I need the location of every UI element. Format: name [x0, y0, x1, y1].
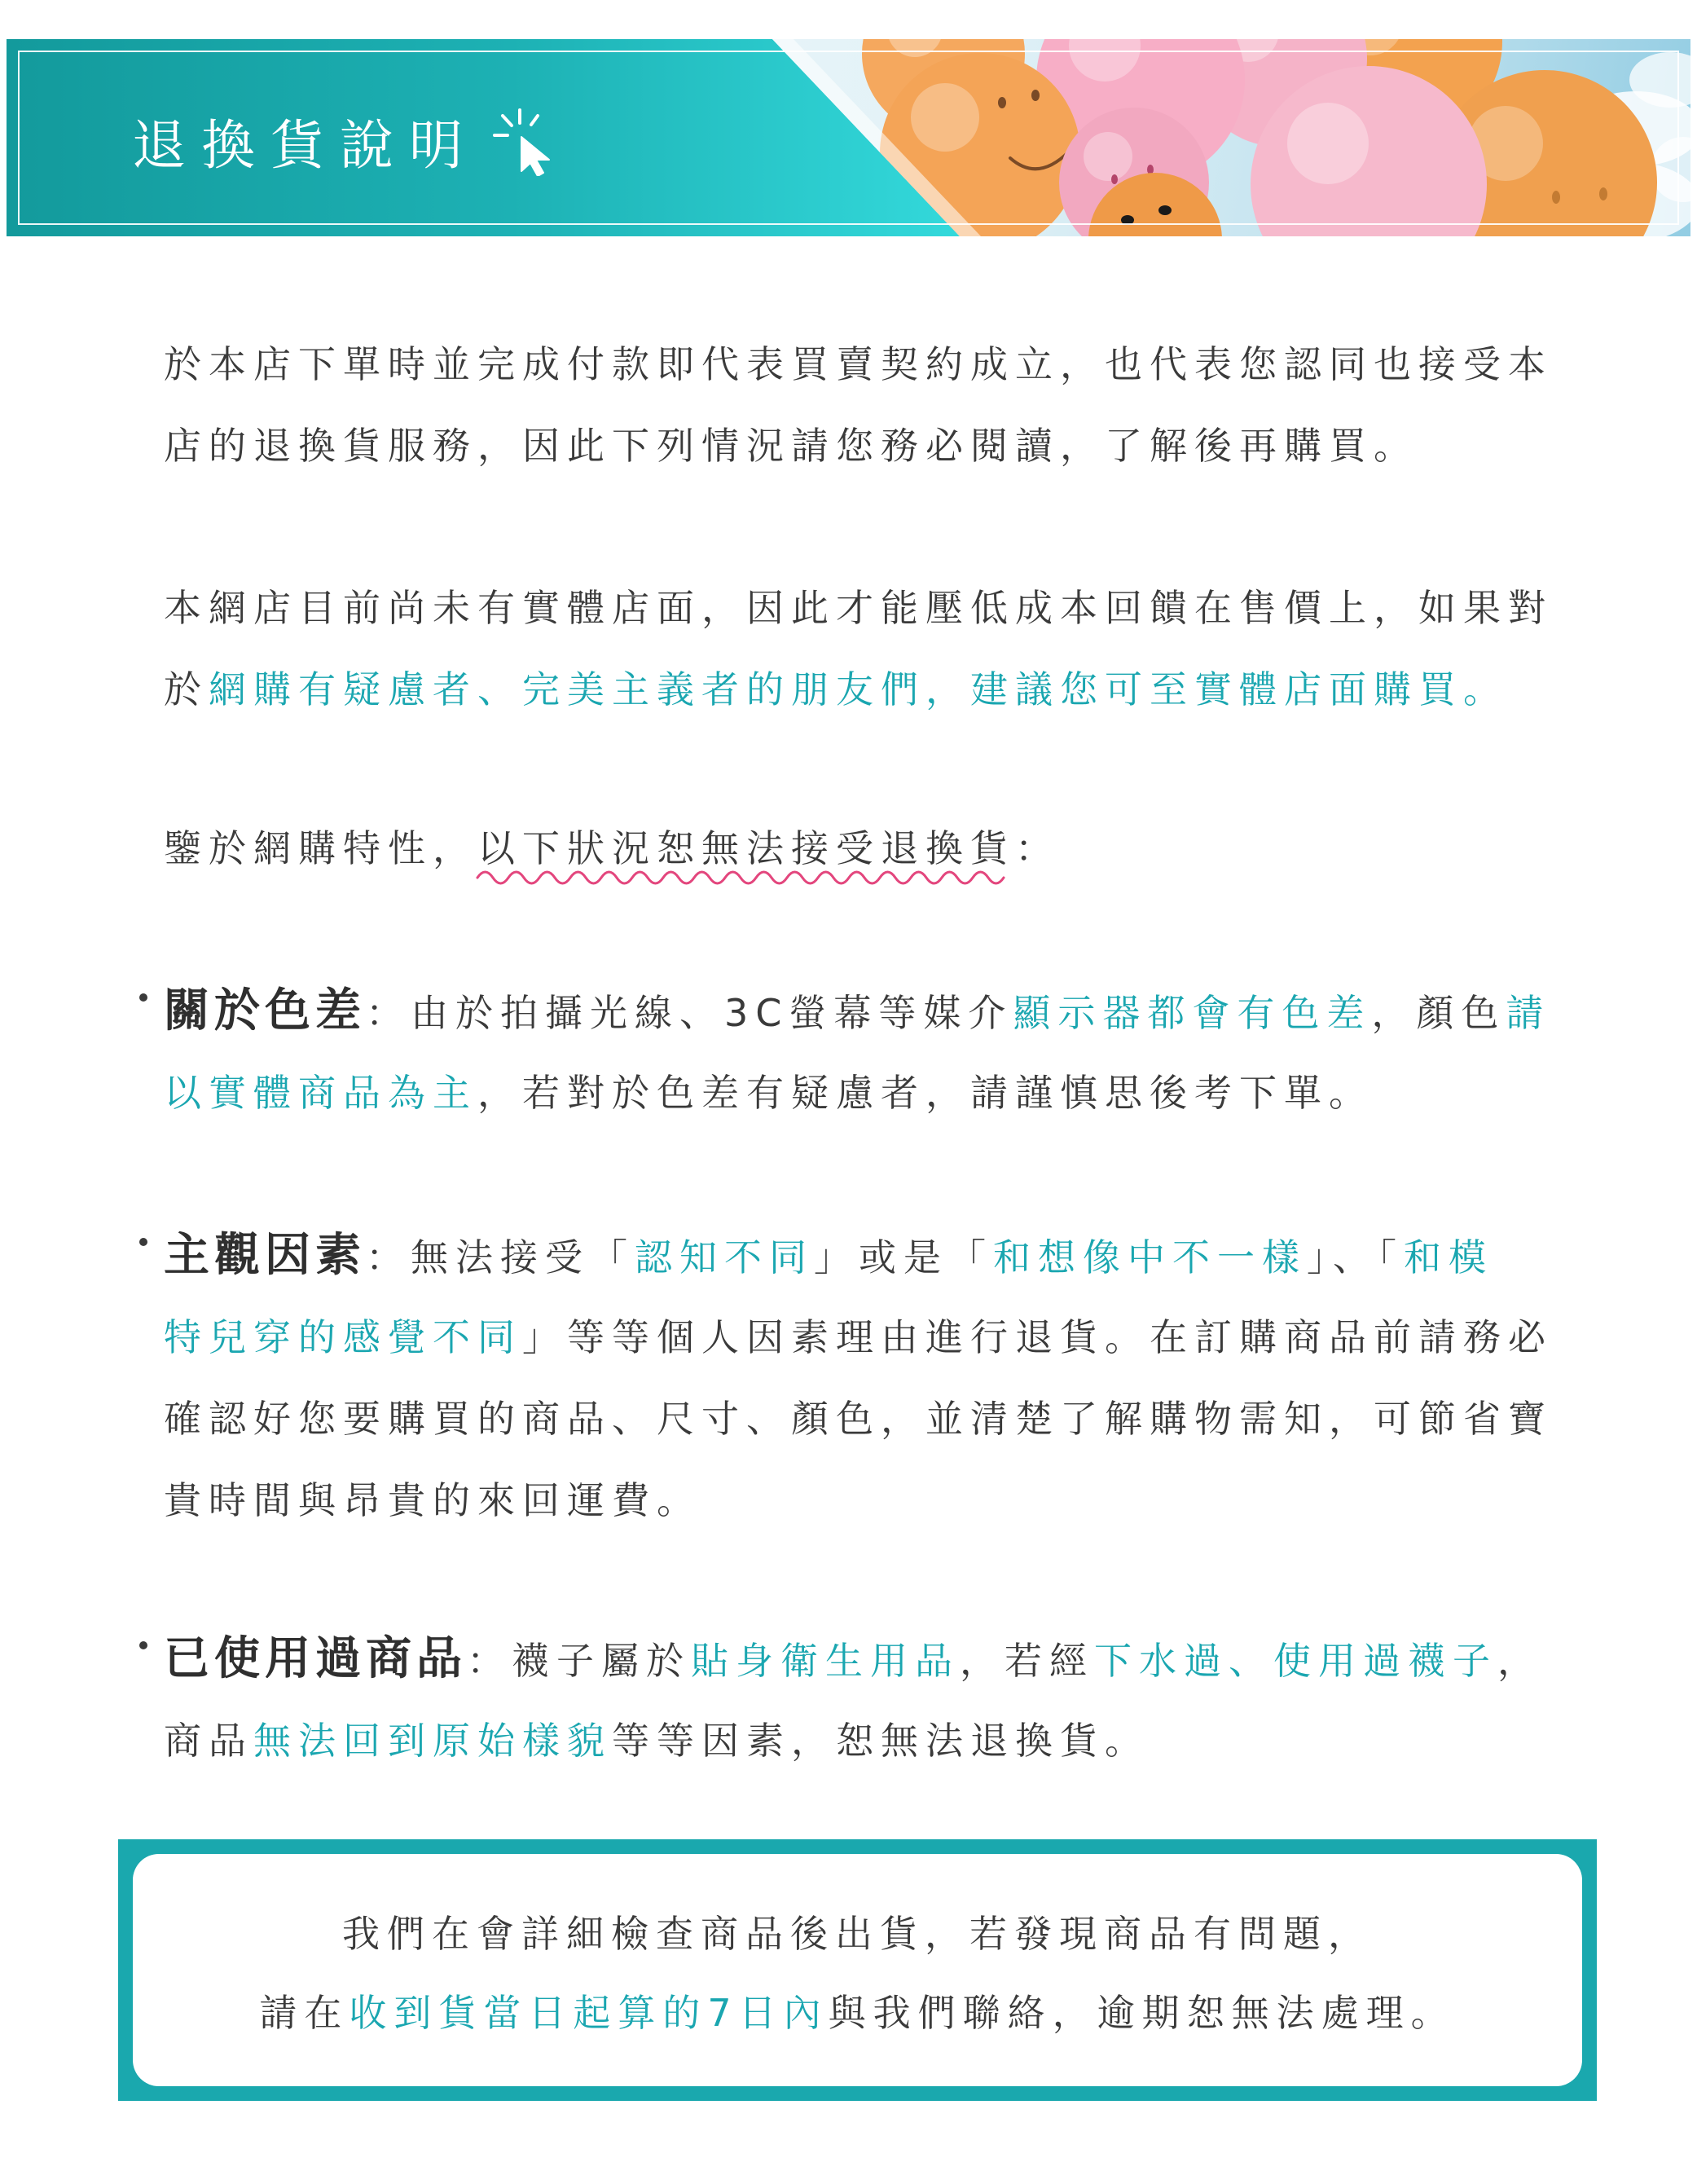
- notice-box: [118, 1839, 1597, 2101]
- wavy-underlined-phrase: [477, 808, 1015, 889]
- store-note-paragraph: [164, 567, 1553, 730]
- highlight-text: 和想像中不一樣: [993, 1235, 1307, 1279]
- highlight-text: 顯示器都會有色差: [1013, 991, 1372, 1035]
- highlight-text: 網購有疑慮者、完美主義者的朋友們，建議您可至實體店面購買。: [209, 667, 1508, 711]
- highlight-text: 收到貨當日起算的7日內: [349, 1991, 829, 2035]
- page-title: 退換貨說明: [132, 114, 478, 177]
- rule-text: 等等因素，恕無法退換貨。: [612, 1719, 1150, 1763]
- highlight-text: 貼身衛生用品: [691, 1639, 960, 1683]
- notice-line-text: 請在: [259, 1991, 350, 2035]
- rule-text: 」等等個人因素理由進行退貨。在訂購商品前請務必: [522, 1315, 1553, 1359]
- text-line: [164, 971, 1550, 1052]
- rule-title: 主觀因素: [164, 1229, 366, 1282]
- text-line: [164, 1700, 1542, 1781]
- rule-title: 已使用過商品: [164, 1632, 467, 1685]
- text-line: [164, 808, 1060, 889]
- text-line: [164, 1215, 1553, 1297]
- intro-text: 店的退換貨服務，因此下列情況請您務必閱讀，了解後再購買。: [164, 424, 1418, 468]
- rule-text: ，: [1497, 1639, 1542, 1683]
- highlight-text: 請: [1506, 991, 1551, 1035]
- notice-box-inner: [133, 1854, 1582, 2086]
- rule-text: ：由於拍攝光線、3C螢幕等媒介: [366, 991, 1013, 1035]
- text-line: [164, 1460, 1553, 1541]
- rule-text: 」或是「: [814, 1235, 993, 1279]
- click-cursor-icon: [492, 108, 565, 176]
- text-line: [164, 649, 1553, 730]
- rule-text: 商品: [164, 1719, 253, 1763]
- text-line: [164, 324, 1553, 405]
- bullet-dot: [139, 1238, 147, 1246]
- text-line: [133, 1974, 1582, 2053]
- highlight-text: 下水過、使用過襪子: [1094, 1639, 1497, 1683]
- rule-text: 確認好您要購買的商品、尺寸、顏色，並清楚了解購物需知，可節省寶: [164, 1397, 1553, 1441]
- text-line: [164, 1297, 1553, 1378]
- bullet-dot: [139, 993, 147, 1002]
- rule-subjective-factors: [164, 1215, 1553, 1541]
- notice-text: [133, 1895, 1582, 2053]
- text-line: [133, 1895, 1582, 1974]
- highlight-text: 無法回到原始樣貌: [253, 1719, 612, 1763]
- text-line: [164, 1052, 1550, 1134]
- rule-text: ：襪子屬於: [467, 1639, 691, 1683]
- text-line: [164, 1378, 1553, 1460]
- notice-line-text: 我們在會詳細檢查商品後出貨，若發現商品有問題，: [342, 1912, 1373, 1956]
- rule-title: 關於色差: [164, 984, 366, 1037]
- highlight-text: 和模: [1404, 1235, 1493, 1279]
- underlined-text: 以下狀況恕無法接受退換貨: [477, 826, 1015, 870]
- wavy-underline: [477, 868, 1010, 887]
- text-line: [164, 405, 1553, 487]
- store-note-text: 於: [164, 667, 209, 711]
- policy-lead-text: 鑒於網購特性，: [164, 826, 477, 870]
- rule-text: ，顏色: [1371, 991, 1506, 1035]
- rule-text: ：無法接受「: [366, 1235, 635, 1279]
- rule-used-products: [164, 1618, 1542, 1781]
- intro-paragraph: [164, 324, 1553, 487]
- highlight-text: 特兒穿的感覺不同: [164, 1315, 522, 1359]
- rule-text: 」、「: [1307, 1235, 1404, 1279]
- text-line: [164, 1618, 1542, 1700]
- rule-text: ，若經: [960, 1639, 1094, 1683]
- intro-text: 於本店下單時並完成付款即代表買賣契約成立，也代表您認同也接受本: [164, 342, 1553, 386]
- store-note-text: 本網店目前尚未有實體店面，因此才能壓低成本回饋在售價上，如果對: [164, 586, 1553, 630]
- highlight-text: 以實體商品為主: [164, 1071, 477, 1115]
- policy-lead-text: ：: [1015, 826, 1060, 870]
- notice-line-text: 與我們聯絡，逾期恕無法處理。: [828, 1991, 1456, 2035]
- header-banner: [7, 39, 1690, 236]
- bullet-dot: [139, 1641, 147, 1649]
- highlight-text: 認知不同: [635, 1235, 814, 1279]
- rule-color-difference: [164, 971, 1550, 1134]
- policy-lead-paragraph: [164, 808, 1060, 889]
- rule-text: ，若對於色差有疑慮者，請謹慎思後考下單。: [477, 1071, 1374, 1115]
- text-line: [164, 567, 1553, 649]
- rule-text: 貴時間與昂貴的來回運費。: [164, 1478, 701, 1522]
